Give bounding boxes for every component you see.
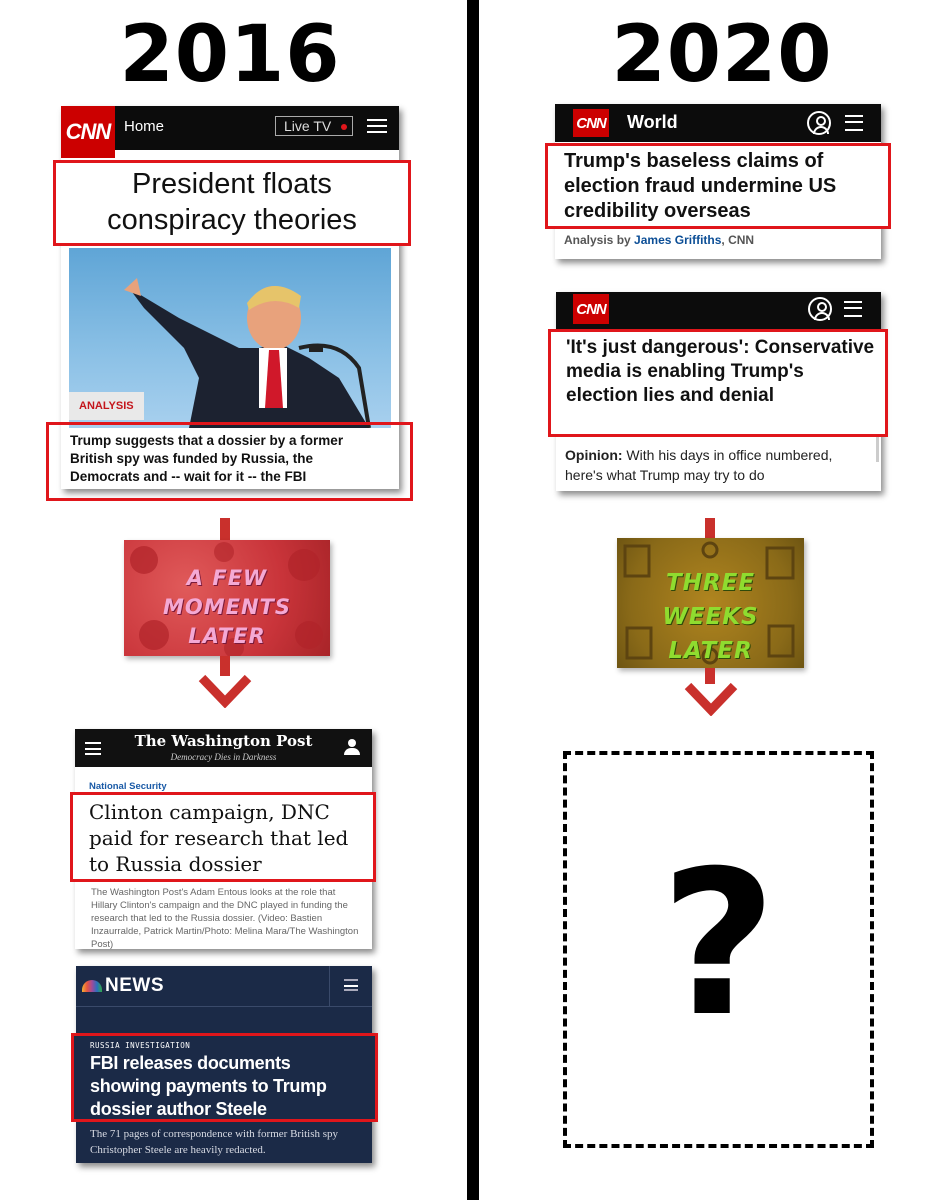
three-weeks-later-text: THREE WEEKS LATER [662,570,759,664]
menu-icon[interactable] [344,979,358,991]
nav-home-link[interactable]: Home [124,118,165,135]
arrow-stem [705,518,715,538]
cnn-2020-headline-2[interactable]: 'It's just dangerous': Conservative media is enabling Trump's election lies and denial [566,337,875,406]
opinion-text: With his days in office numbered, here's what Trump may try to do [565,447,833,483]
wapo-caption: The Washington Post's Adam Entous looks at the role that Hillary Clinton's campaign and the DNC played in funding the research that led to the Russia dossier. (Video: Bastien Inzaurralde, Patrick Martin/Photo: Melina Mara/The Washington Post) [91,887,359,950]
byline-prefix: Analysis by [564,233,631,247]
nbc-logo[interactable] [82,975,164,997]
cnn-logo[interactable]: CNN [61,106,115,158]
highlight-box-headline-2020-1 [545,143,891,229]
opinion-label: Opinion: [565,447,623,463]
highlight-box-headline [53,160,411,246]
analysis-badge: ANALYSIS [69,392,144,420]
cnn-logo[interactable]: CNN [573,294,609,324]
highlight-box-wapo [70,792,376,882]
cnn-logo[interactable]: CNN [573,109,609,137]
wapo-masthead[interactable]: The Washington Post [134,732,313,750]
cnn-2020-opinion[interactable] [565,445,870,485]
nbc-summary: The 71 pages of correspondence with former British spy Christopher Steele are heavily redacted. [90,1128,339,1156]
nbc-header-divider [76,1006,372,1007]
live-tv-label: Live TV [284,118,332,134]
cnn-2020-byline [564,233,754,247]
three-weeks-later-card [617,538,804,668]
live-dot-icon [341,124,347,130]
highlight-box-headline-2020-2 [548,329,888,437]
cnn-2016-summary[interactable]: Trump suggests that a dossier by a former British spy was funded by Russia, the Democrats and -- wait for it -- the FBI [70,433,344,484]
menu-icon[interactable] [844,301,862,317]
byline-author-link[interactable]: James Griffiths [634,233,722,247]
nbc-kicker[interactable]: RUSSIA INVESTIGATION [90,1041,191,1050]
wapo-tagline: Democracy Dies in Darkness [170,752,277,762]
user-icon[interactable] [344,739,360,755]
byline-suffix: , CNN [721,233,755,247]
question-mark: ? [660,828,777,1061]
a-few-moments-later-text: A FEW MOMENTS LATER [162,566,292,648]
cnn-2016-headline[interactable]: President floats conspiracy theories [107,168,357,236]
user-account-icon[interactable] [807,111,831,135]
a-few-moments-later-card [124,540,330,656]
live-tv-button[interactable] [275,116,353,136]
unknown-future-box [563,751,874,1148]
cnn-2020-headline-1[interactable]: Trump's baseless claims of election fraud undermine US credibility overseas [564,150,837,222]
nbc-logo-text: NEWS [105,975,164,996]
year-2020-heading: 2020 [611,10,833,100]
nav-world-link[interactable]: World [627,112,678,132]
arrow-stem [220,518,230,540]
menu-icon[interactable] [367,119,387,133]
peacock-icon [82,980,102,992]
menu-icon[interactable] [845,115,863,131]
wapo-section-label[interactable]: National Security [89,781,167,792]
center-divider [467,0,479,1200]
nbc-menu-divider [329,966,330,1006]
highlight-box-summary [46,422,413,501]
highlight-box-nbc [71,1033,378,1122]
nbc-headline[interactable]: FBI releases documents showing payments to Trump dossier author Steele [90,1053,327,1119]
year-2016-heading: 2016 [119,10,341,100]
user-account-icon[interactable] [808,297,832,321]
wapo-headline[interactable]: Clinton campaign, DNC paid for research that led to Russia dossier [89,800,349,876]
